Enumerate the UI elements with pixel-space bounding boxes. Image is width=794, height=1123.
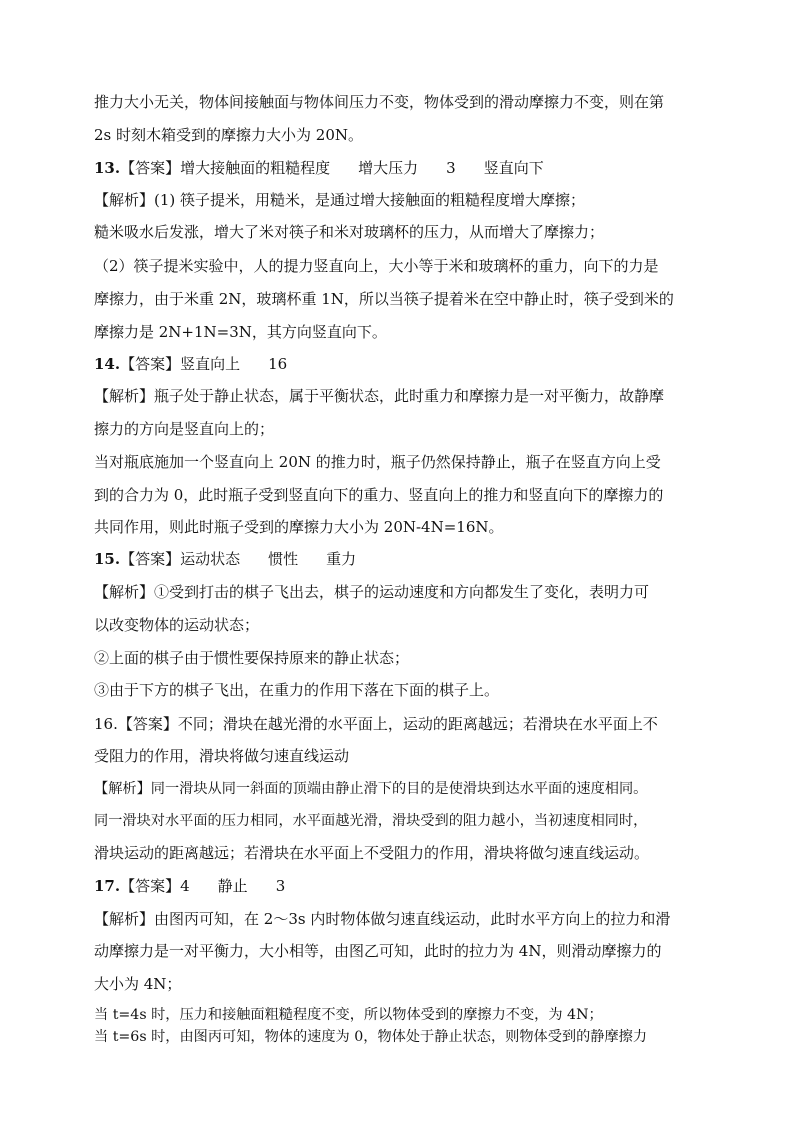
text-line: ③由于下方的棋子飞出，在重力的作用下落在下面的棋子上。 (94, 681, 500, 699)
text-line: 推力大小无关，物体间接触面与物体间压力不变，物体受到的滑动摩擦力不变，则在第 (94, 93, 665, 111)
text-line: 大小为 4N； (94, 975, 182, 993)
text-line: 当 t=6s 时，由图丙可知，物体的速度为 0，物体处于静止状态，则物体受到的静摩擦力 (94, 1029, 648, 1045)
answer-item: 增大压力 (358, 159, 419, 177)
question-number: 13. (94, 159, 121, 177)
text-line: 【解析】由图丙可知，在 2～3s 内时物体做匀速直线运动，此时水平方向上的拉力和滑 (94, 910, 671, 928)
answer-tag: 【答案】 (120, 877, 181, 895)
answer-17 (94, 876, 285, 896)
answer-item: 4 (180, 877, 190, 895)
answer-tag: 【答案】 (120, 355, 181, 373)
answer-item: 3 (275, 877, 286, 895)
text-line: 糙米吸水后发涨，增大了米对筷子和米对玻璃杯的压力，从而增大了摩擦力； (94, 223, 605, 241)
text-line: 【解析】瓶子处于静止状态，属于平衡状态，此时重力和摩擦力是一对平衡力，故静摩 (94, 387, 665, 405)
answer-item: 增大接触面的粗糙程度 (180, 159, 331, 177)
answer-item: 静止 (217, 877, 248, 895)
text-line: 以改变物体的运动状态； (94, 616, 260, 634)
text-line: ②上面的棋子由于惯性要保持原来的静止状态； (94, 649, 410, 667)
text-line: 到的合力为 0，此时瓶子受到竖直向下的重力、竖直向上的推力和竖直向下的摩擦力的 (94, 486, 664, 504)
text-line: 擦力的方向是竖直向上的； (94, 420, 275, 438)
text-line: 摩擦力，由于米重 2N，玻璃杯重 1N，所以当筷子提着米在空中静止时，筷子受到米的 (94, 290, 674, 308)
text-line: 【解析】同一滑块从同一斜面的顶端由静止滑下的目的是使滑块到达水平面的速度相同。 (94, 781, 648, 797)
answer-item: 竖直向下 (483, 159, 544, 177)
answer-item: 3 (446, 159, 456, 177)
text-line: 【解析】(1) 筷子提米，用糙米，是通过增大接触面的粗糙程度增大摩擦； (94, 191, 586, 209)
answer-item: 竖直向上 (180, 355, 241, 373)
answer-tag: 【答案】 (120, 550, 181, 568)
answer-15 (94, 549, 356, 569)
text-line: 当 t=4s 时，压力和接触面粗糙程度不变，所以物体受到的摩擦力不变，为 4N； (94, 1007, 603, 1023)
answer-item: 惯性 (268, 550, 299, 568)
answer-item: 重力 (326, 550, 357, 568)
text-line: 滑块运动的距离越远；若滑块在水平面上不受阻力的作用，滑块将做匀速直线运动。 (94, 844, 650, 862)
text-line: 共同作用，则此时瓶子受到的摩擦力大小为 20N-4N=16N。 (94, 518, 504, 536)
question-number: 15. (94, 550, 121, 568)
question-number: 14. (94, 355, 121, 373)
question-number: 17. (94, 877, 121, 895)
answer-item: 16 (268, 355, 288, 373)
text-line: 【解析】①受到打击的棋子飞出去，棋子的运动速度和方向都发生了变化，表明力可 (94, 583, 650, 601)
text-line: 当对瓶底施加一个竖直向上 20N 的推力时，瓶子仍然保持静止，瓶子在竖直方向上受 (94, 453, 661, 471)
text-line: 16.【答案】不同；滑块在越光滑的水平面上，运动的距离越远；若滑块在水平面上不 (94, 715, 658, 733)
answer-13 (94, 158, 544, 178)
answer-14 (94, 354, 287, 374)
text-line: 摩擦力是 2N+1N=3N，其方向竖直向下。 (94, 323, 387, 341)
text-line: （2）筷子提米实验中，人的提力竖直向上，大小等于米和玻璃杯的重力，向下的力是 (94, 257, 659, 275)
answer-item: 运动状态 (180, 550, 241, 568)
text-line: 同一滑块对水平面的压力相同，水平面越光滑，滑块受到的阻力越小，当初速度相同时， (94, 813, 648, 829)
text-line: 2s 时刻木箱受到的摩擦力大小为 20N。 (94, 126, 363, 144)
text-line: 动摩擦力是一对平衡力，大小相等，由图乙可知，此时的拉力为 4N，则滑动摩擦力的 (94, 942, 662, 960)
answer-tag: 【答案】 (120, 159, 181, 177)
text-line: 受阻力的作用，滑块将做匀速直线运动 (94, 747, 350, 765)
